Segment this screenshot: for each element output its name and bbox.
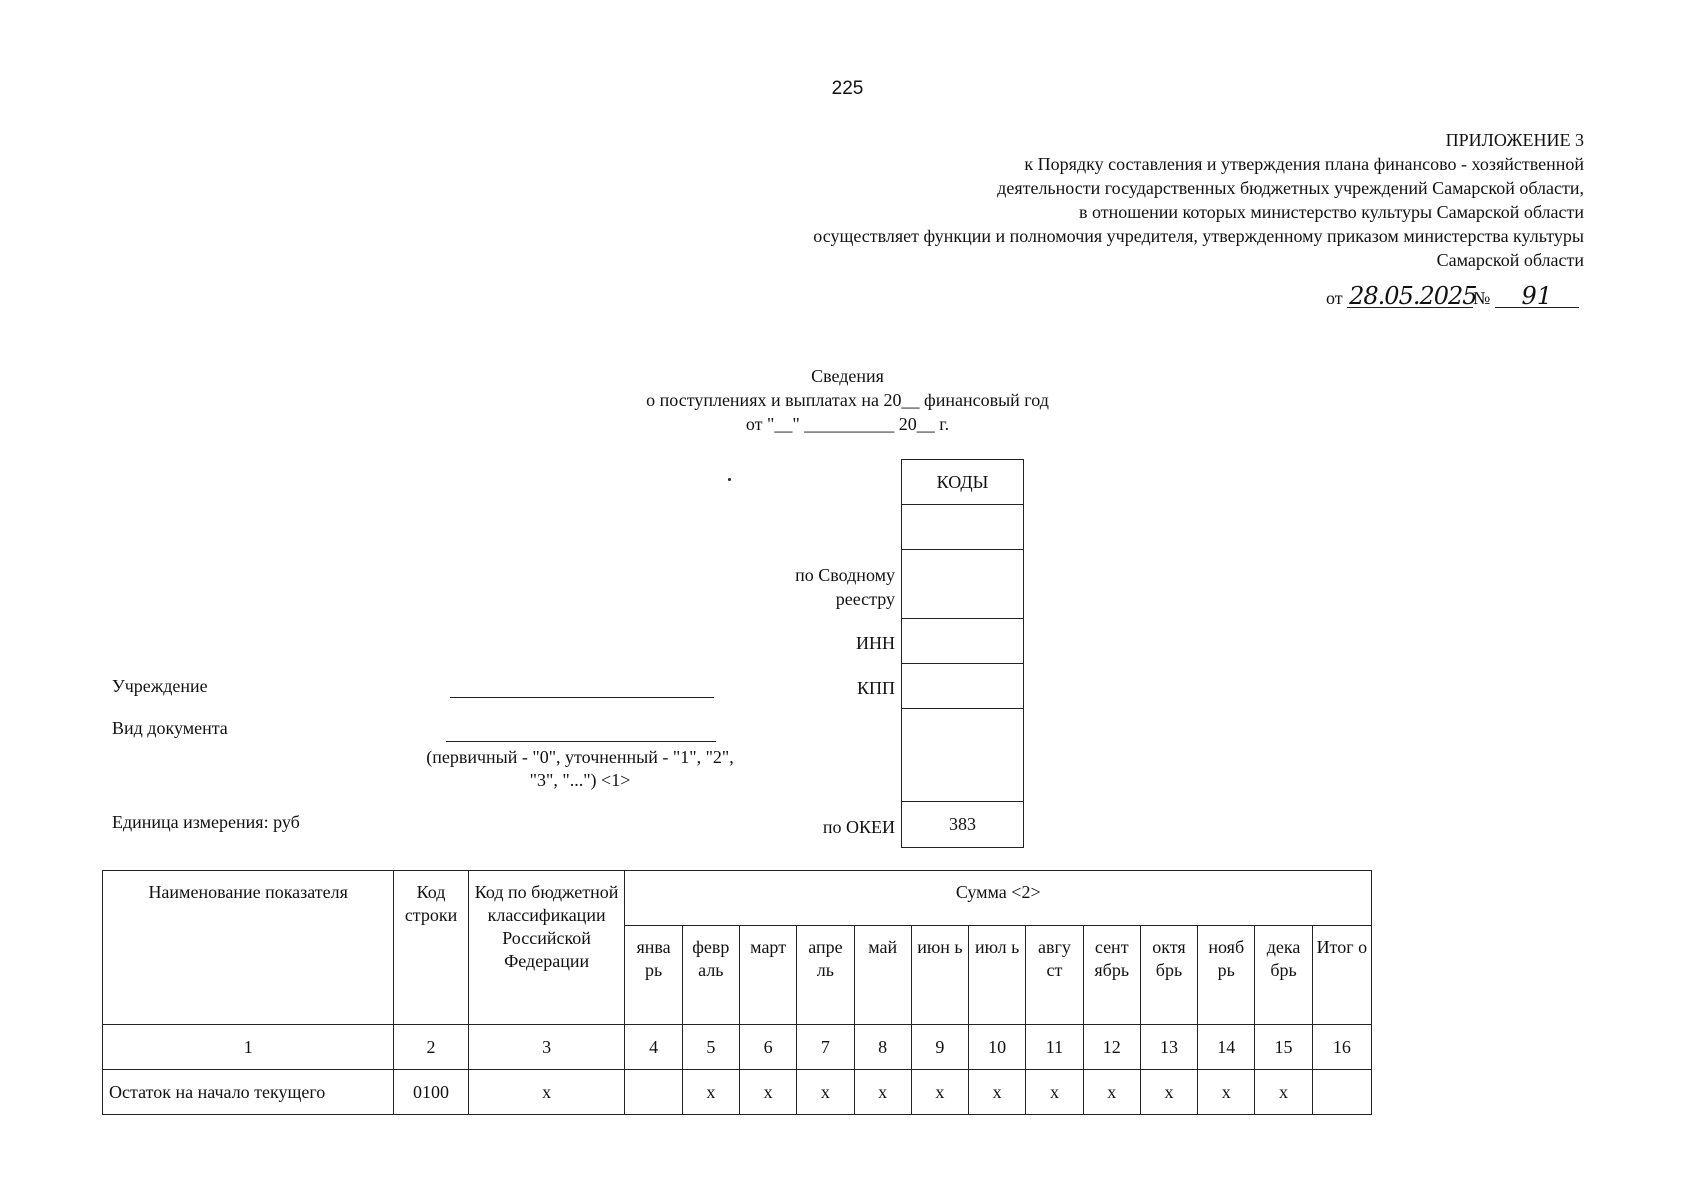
column-number: 16 <box>1312 1025 1371 1070</box>
header-month-dec: дека брь <box>1255 926 1312 1025</box>
code-cell-kpp <box>902 664 1023 709</box>
appendix-line: деятельности государственных бюджетных учреждений Самарской области, <box>997 178 1584 198</box>
document-title <box>0 364 1695 436</box>
column-number: 14 <box>1198 1025 1255 1070</box>
column-number: 5 <box>682 1025 739 1070</box>
appendix-header <box>624 128 1584 272</box>
row-value-aug: x <box>1026 1070 1083 1115</box>
column-number-row <box>103 1025 1372 1070</box>
column-number: 6 <box>739 1025 796 1070</box>
approval-line <box>1326 282 1579 310</box>
header-total: Итог о <box>1312 926 1371 1025</box>
appendix-line: к Порядку составления и утверждения плана финансово - хозяйственной <box>1024 154 1584 174</box>
title-line: о поступлениях и выплатах на 20__ финансовый год <box>646 390 1049 410</box>
header-month-jul: июл ь <box>969 926 1026 1025</box>
header-month-jan: янва рь <box>625 926 682 1025</box>
row-value-feb: x <box>682 1070 739 1115</box>
header-budget-code: Код по бюджетной классификации Российской Федерации <box>468 871 625 1025</box>
label-institution: Учреждение <box>112 676 208 696</box>
column-number: 7 <box>797 1025 854 1070</box>
approval-from-label: от <box>1326 288 1343 308</box>
header-month-feb: февр аль <box>682 926 739 1025</box>
appendix-line: осуществляет функции и полномочия учредителя, утвержденному приказом министерства культуры <box>813 226 1584 246</box>
column-number: 4 <box>625 1025 682 1070</box>
header-month-mar: март <box>739 926 796 1025</box>
header-row-code: Код строки <box>394 871 468 1025</box>
label-unit: Единица измерения: руб <box>112 812 300 832</box>
row-value-sep: x <box>1083 1070 1140 1115</box>
header-month-aug: авгу ст <box>1026 926 1083 1025</box>
column-number: 11 <box>1026 1025 1083 1070</box>
table-row <box>103 1070 1372 1115</box>
row-code: 0100 <box>394 1070 468 1115</box>
handwritten-date: 28.05.2025 <box>1349 282 1477 310</box>
label-okei: по ОКЕИ <box>822 817 895 837</box>
row-value-jan <box>625 1070 682 1115</box>
row-value-oct: x <box>1140 1070 1197 1115</box>
column-number: 8 <box>854 1025 911 1070</box>
page-number: 225 <box>831 78 864 99</box>
code-cell-doc-type <box>902 709 1023 802</box>
codes-box <box>901 459 1024 848</box>
column-number: 10 <box>969 1025 1026 1070</box>
header-month-sep: сент ябрь <box>1083 926 1140 1025</box>
column-number: 9 <box>911 1025 968 1070</box>
column-number: 12 <box>1083 1025 1140 1070</box>
scan-dot <box>728 478 731 481</box>
code-cell-svodny-reestr <box>902 550 1023 619</box>
row-budget-code: x <box>468 1070 625 1115</box>
row-value-jul: x <box>969 1070 1026 1115</box>
row-value-nov: x <box>1198 1070 1255 1115</box>
row-value-apr: x <box>797 1070 854 1115</box>
header-month-may: май <box>854 926 911 1025</box>
appendix-line: Самарской области <box>1436 250 1584 270</box>
header-sum: Сумма <2> <box>625 871 1372 926</box>
label-svodny-reestr: по Сводному реестру <box>795 565 895 609</box>
header-month-oct: октя брь <box>1140 926 1197 1025</box>
institution-underline <box>450 697 714 698</box>
label-doc-type: Вид документа <box>112 718 228 738</box>
label-inn: ИНН <box>856 633 895 653</box>
code-cell-okei: 383 <box>949 814 976 834</box>
row-value-mar: x <box>739 1070 796 1115</box>
title-line: Сведения <box>811 366 884 386</box>
column-number: 13 <box>1140 1025 1197 1070</box>
row-name: Остаток на начало текущего <box>103 1070 394 1115</box>
row-value-total <box>1312 1070 1371 1115</box>
doc-type-note: (первичный - "0", уточненный - "1", "2", "3", "...") <1> <box>426 747 734 790</box>
header-month-jun: июн ь <box>911 926 968 1025</box>
header-month-nov: нояб рь <box>1198 926 1255 1025</box>
title-line: от "__" __________ 20__ г. <box>745 414 950 434</box>
approval-number-label: № <box>1473 288 1491 308</box>
finance-table <box>102 870 1372 1115</box>
header-month-apr: апре ль <box>797 926 854 1025</box>
appendix-line: в отношении которых министерство культуры Самарской области <box>1079 202 1584 222</box>
label-kpp: КПП <box>856 678 895 698</box>
code-cell-inn <box>902 619 1023 664</box>
header-name: Наименование показателя <box>103 871 394 1025</box>
appendix-title: ПРИЛОЖЕНИЕ 3 <box>1445 130 1584 150</box>
row-value-dec: x <box>1255 1070 1312 1115</box>
codes-header: КОДЫ <box>902 460 1023 505</box>
column-number: 2 <box>394 1025 468 1070</box>
row-value-may: x <box>854 1070 911 1115</box>
column-number: 15 <box>1255 1025 1312 1070</box>
handwritten-number: 91 <box>1495 285 1579 308</box>
code-cell-blank <box>902 505 1023 550</box>
doc-type-underline <box>446 741 716 742</box>
column-number: 1 <box>103 1025 394 1070</box>
column-number: 3 <box>468 1025 625 1070</box>
row-value-jun: x <box>911 1070 968 1115</box>
